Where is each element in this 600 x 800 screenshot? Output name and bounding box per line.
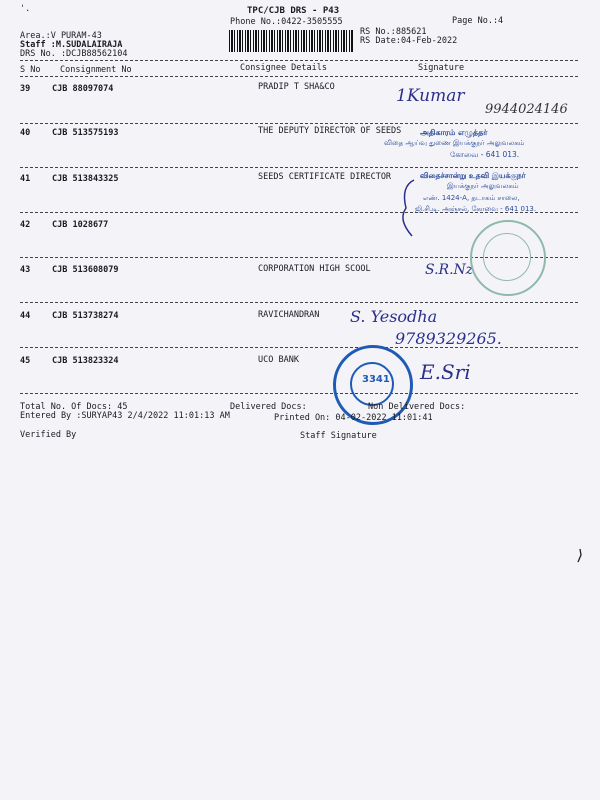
- stamp-center-text: 3341: [362, 374, 390, 385]
- row-consignee: RAVICHANDRAN: [258, 310, 320, 320]
- row-sno: 40: [20, 128, 31, 138]
- staff-signature-label: Staff Signature: [300, 431, 377, 441]
- header-divider-top: [20, 60, 578, 61]
- staff-label: Staff :M.SUDALAIRAJA: [20, 40, 123, 50]
- column-header-signature: Signature: [418, 63, 465, 73]
- row-sno: 41: [20, 174, 31, 184]
- phone-number: Phone No.:0422-3505555: [230, 17, 343, 27]
- drs-number: DRS No. :DCJB88562104: [20, 49, 128, 59]
- row-consignee: THE DEPUTY DIRECTOR OF SEEDS: [258, 126, 402, 136]
- row-consignment: CJB 513823324: [52, 356, 119, 366]
- total-docs: Total No. Of Docs: 45: [20, 402, 128, 412]
- handwritten-phone: 9944024146: [485, 102, 568, 117]
- row-sno: 44: [20, 311, 31, 321]
- row-consignment: CJB 513608079: [52, 265, 119, 275]
- row-consignee: UCO BANK: [258, 355, 299, 365]
- delivered-docs: Delivered Docs:: [230, 402, 307, 412]
- area-label: Area.:V PURAM-43: [20, 31, 102, 41]
- column-header-sno: S No: [20, 65, 41, 75]
- printed-on: Printed On: 04-02-2022 11:01:41: [274, 413, 433, 423]
- office-seal-line: கோவை - 641 013.: [450, 150, 520, 159]
- handwritten-phone: 9789329265.: [395, 329, 502, 348]
- rs-number: RS No.:885621: [360, 27, 427, 37]
- round-stamp: [470, 220, 546, 296]
- row-consignee: PRADIP T SHA&CO: [258, 82, 335, 92]
- row-sno: 43: [20, 265, 31, 275]
- row-divider: [20, 302, 578, 303]
- scan-mark: [575, 548, 585, 564]
- row-divider: [20, 167, 578, 168]
- report-title: TPC/CJB DRS - P43: [247, 6, 340, 16]
- verified-by: Verified By: [20, 430, 77, 440]
- page-number: Page No.:4: [452, 16, 504, 26]
- office-seal-line: விதைச்சான்று உதவி இயக்குநர்: [420, 171, 526, 180]
- non-delivered-docs: Non Delivered Docs:: [368, 402, 466, 412]
- office-seal-line: இயக்குநர் அலுவலகம்: [447, 182, 519, 190]
- bracket-mark: [396, 178, 418, 238]
- office-seal-line: ஜி.சி.டி. அஞ்சல், கோவை - 641 013.: [415, 205, 537, 213]
- handwritten-signature: S.R.Nz: [425, 262, 474, 278]
- office-seal-line: அதிகாரம் எழுத்தர்: [420, 128, 488, 137]
- header-divider-bottom: [20, 76, 578, 77]
- column-header-consignment: Consignment No: [60, 65, 132, 75]
- handwritten-signature: E.Sri: [420, 360, 471, 384]
- row-divider: [20, 393, 578, 394]
- row-sno: 42: [20, 220, 31, 230]
- row-divider: [20, 123, 578, 124]
- row-sno: 39: [20, 84, 31, 94]
- entered-by: Entered By :SURYAP43 2/4/2022 11:01:13 AM: [20, 411, 230, 421]
- office-seal-line: விதை ஆய்வு துணை இயக்குநர் அலுவலகம்: [384, 139, 525, 147]
- row-consignment: CJB 513575193: [52, 128, 119, 138]
- column-header-consignee: Consignee Details: [240, 63, 327, 73]
- barcode: [229, 30, 353, 52]
- rs-date: RS Date:04-Feb-2022: [360, 36, 458, 46]
- row-consignment: CJB 513738274: [52, 311, 119, 321]
- handwritten-signature: S. Yesodha: [350, 307, 438, 326]
- corner-mark: '.: [20, 4, 31, 14]
- row-consignee: SEEDS CERTIFICATE DIRECTOR: [258, 172, 392, 182]
- row-consignee: CORPORATION HIGH SCOOL: [258, 264, 371, 274]
- row-sno: 45: [20, 356, 31, 366]
- handwritten-signature: 1Kumar: [396, 86, 465, 106]
- row-consignment: CJB 1028677: [52, 220, 109, 230]
- row-consignment: CJB 88097074: [52, 84, 114, 94]
- row-consignment: CJB 513843325: [52, 174, 119, 184]
- office-seal-line: எண். 1424-A, தடாகம் சாலை,: [423, 194, 520, 202]
